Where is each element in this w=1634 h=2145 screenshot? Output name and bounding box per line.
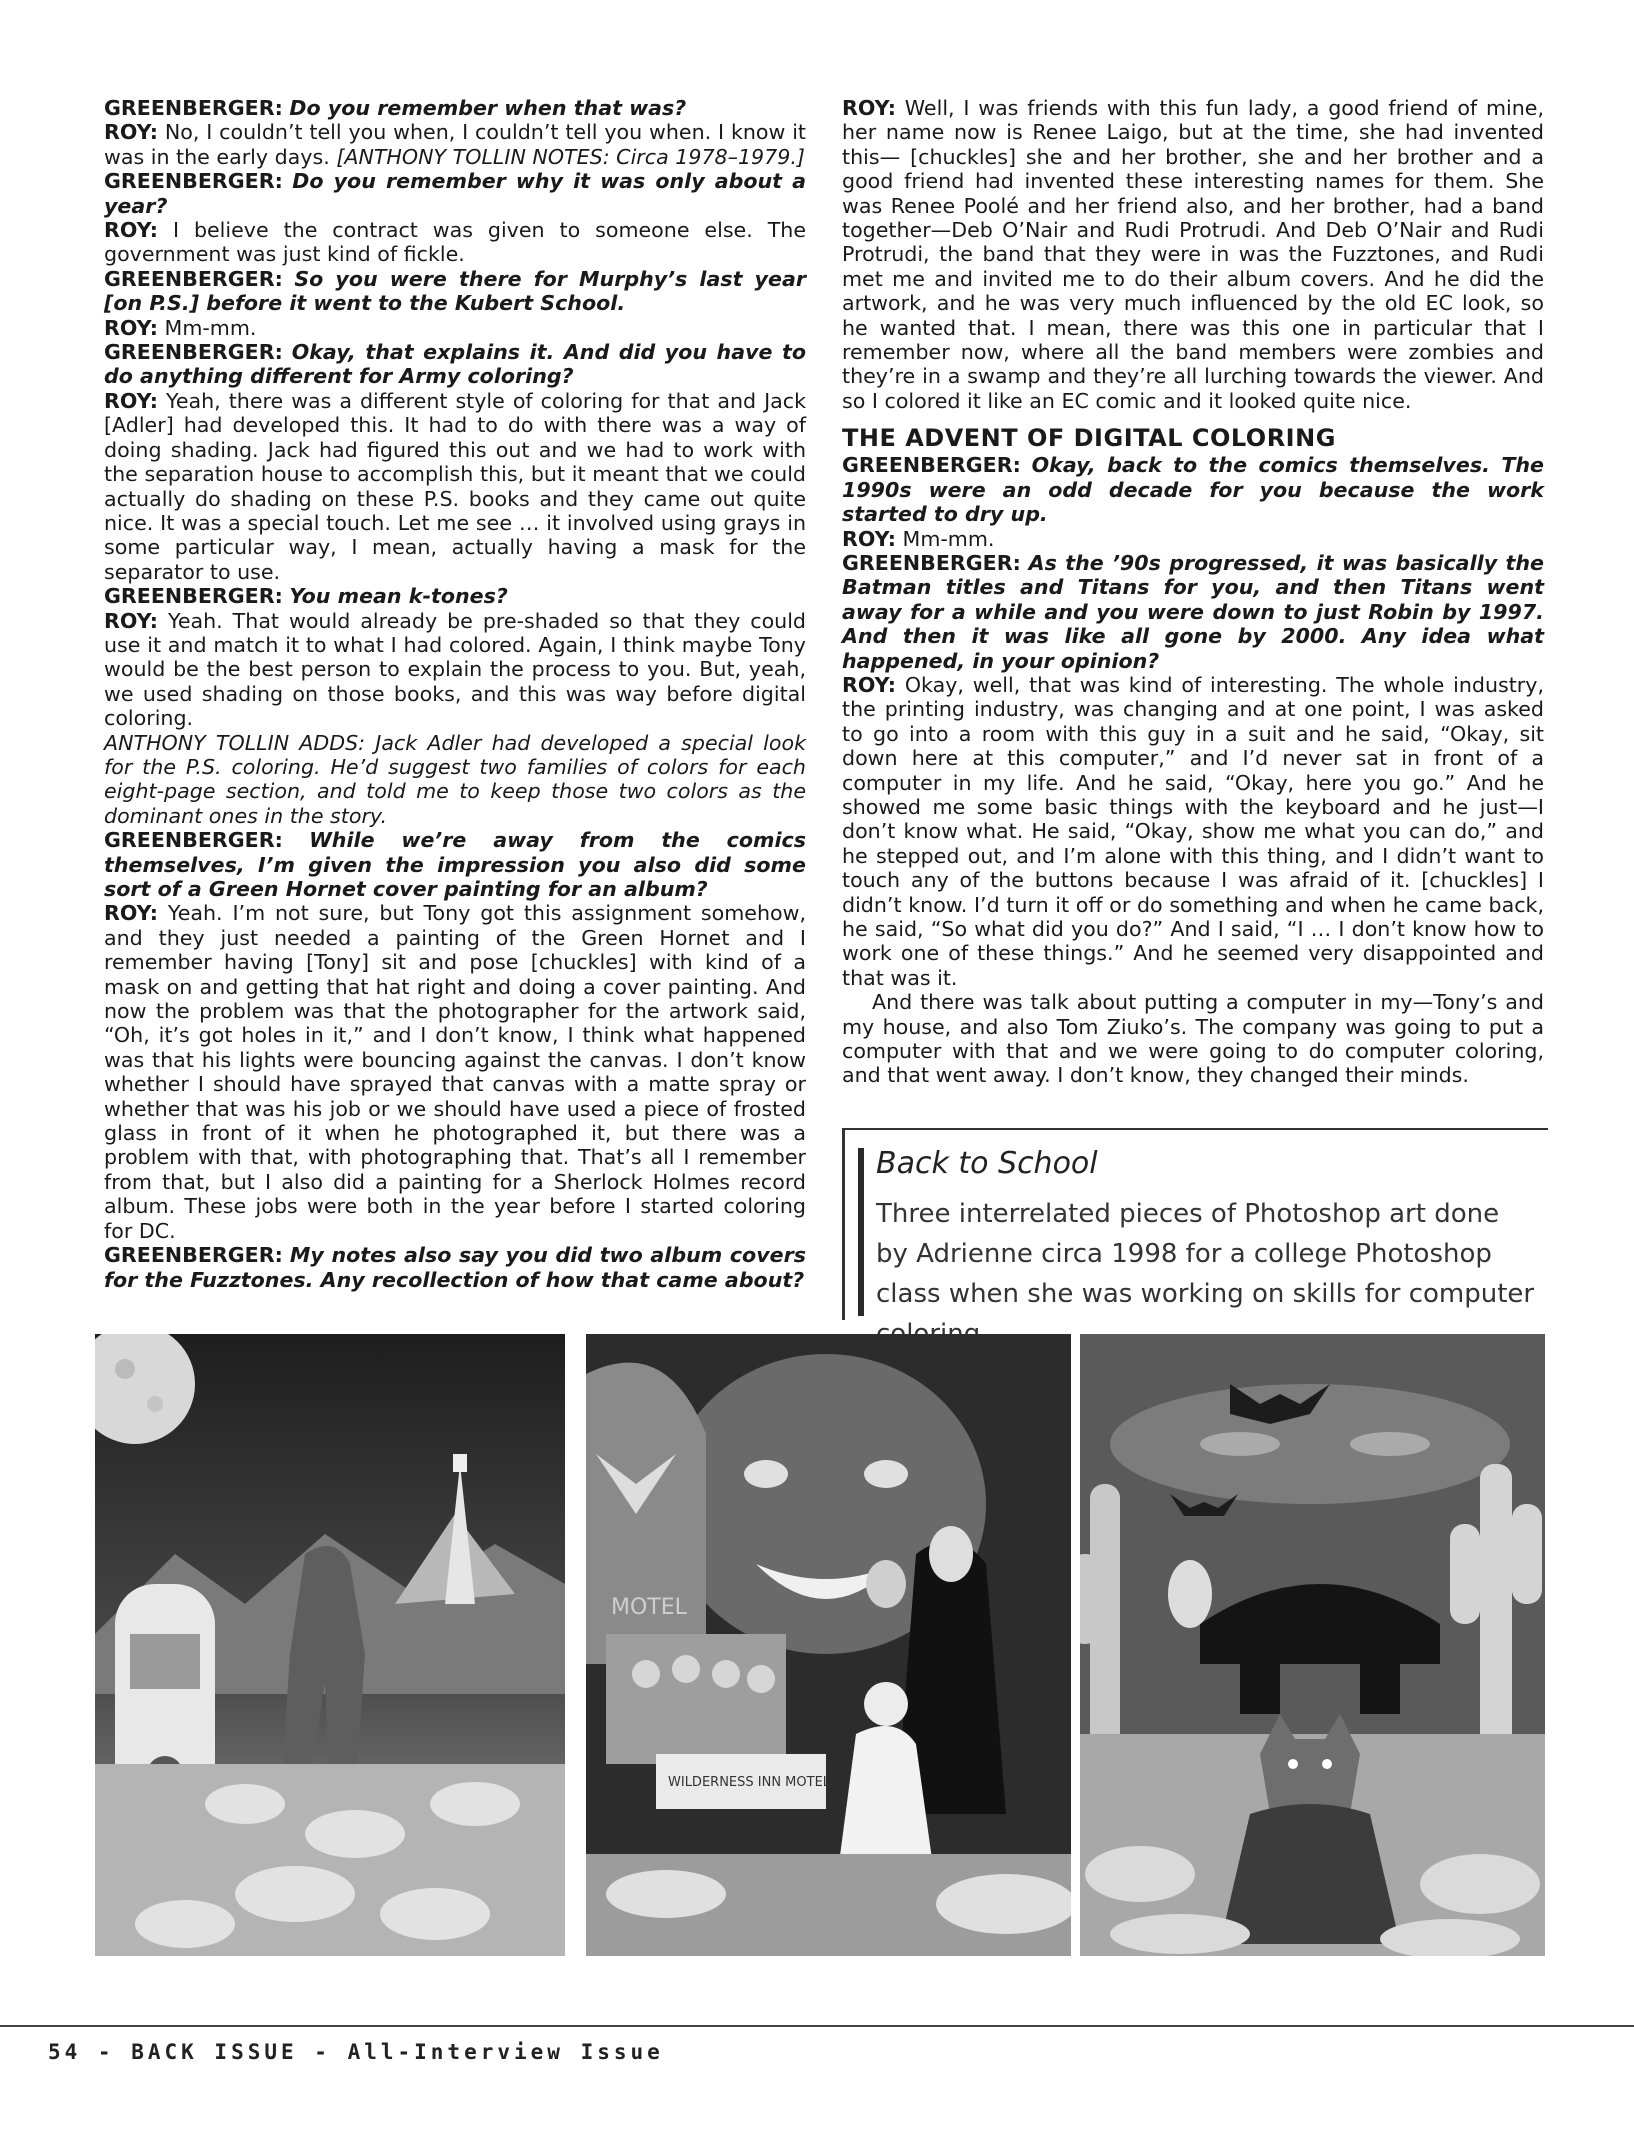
artwork-desert-rocket-image [95, 1334, 565, 1956]
interview-line: GREENBERGER: Okay, back to the comics themselves. The 1990s were an odd decade for you because the work started to dry up. [842, 453, 1545, 527]
artwork-motel-monster-image [586, 1334, 1071, 1956]
interview-line: GREENBERGER: As the ’90s progressed, it was basically the Batman titles and Titans for you, and then Titans went away for a while and you were down to just Robin by 1997. And then it was like all gone by 2000. Any idea what happened, in your opinion? [842, 550, 1545, 673]
sidebar-caption: Three interrelated pieces of Photoshop art done by Adrienne circa 1998 for a college Photoshop class when she was working on skills for computer [876, 1199, 1535, 1309]
interview-line: ROY: I believe the contract was given to someone else. The government was just kind of fickle. [104, 218, 807, 267]
artwork-motel-monster [586, 1334, 1071, 1956]
interview-line: ROY: Yeah. I’m not sure, but Tony got this assignment somehow, and they just needed a painting of the Green Hornet and I remember having [Tony] sit and pose [chuckles] with kind of a mask on and getting that hat right and doing a cover painting. And now the problem was that the photographer for the artwork said, “Oh, it’s got holes in it,” and I don’t know, I think what happened was that his lights were bouncing against the canvas. I don’t know whether I should have sprayed that canvas with a matte spray or whether that was his job or we should have used a piece of frosted glass in front of it when he photographed it, but there was a problem with that, with photographing that. That’s all I remember from that, but I also did a painting for a Sherlock Holmes record album. These jobs were both in the year before I started coloring for DC. [104, 901, 807, 1243]
interview-line: ROY: Okay, well, that was kind of interesting. The whole industry, the printing industry, was changing and at one point, I was asked to go into a room with this guy in a suit and he said, “Okay, sit down here at this computer,” and I’d never sat in front of a computer in my life. And he said, “Okay, here you go.” And he showed me some basic things with the keyboard and he just—I don’t know what. He said, “Okay, show me what you can do,” and he stepped out, and I’m alone with this thing, and I didn’t want to touch any of the buttons because I was afraid of it. [chuckles] I didn’t know. I’d turn it off or do something and when he came back, he said, “So what did you do?” And I said, “I … I don’t know how to work one of these things.” And he seemed very disappointed and that was it. [842, 672, 1544, 990]
artwork-cactus-wolf [1080, 1334, 1545, 1956]
interview-line: GREENBERGER: Do you remember why it was only about a year? [104, 169, 806, 218]
interview-line: GREENBERGER: So you were there for Murphy’s last year [on P.S.] before it went to the Kubert School. [104, 266, 806, 316]
interview-line: GREENBERGER: Okay, that explains it. And did you have to do anything different for Army coloring? [104, 340, 806, 389]
motel-sign-text: MOTEL [611, 1595, 687, 1620]
sidebar-box [842, 1128, 1548, 1320]
section-heading: THE ADVENT OF DIGITAL COLORING [842, 424, 1336, 453]
sidebar-accent-bar [858, 1148, 864, 1316]
interview-line: ROY: Yeah. That would already be pre-shaded so that they could use it and match it to what I had colored. Again, I think maybe Tony would be the best person to explain the process to you. But, yeah, we used shading on those books, and this was way before digital coloring. [104, 608, 807, 731]
page-footer: 54 - BACK ISSUE - All-Interview Issue [48, 2040, 664, 2064]
sidebar-rule [842, 1128, 845, 1320]
sidebar-rule [842, 1128, 1548, 1130]
right-column [842, 96, 1544, 1088]
interview-line: GREENBERGER: You mean k-tones? [104, 584, 508, 609]
interview-line: ROY: Well, I was friends with this fun lady, a good friend of mine, her name now is Renee Laigo, but at the time, she had invented this— [chuckles] she and her brother, she and her brother and a good friend had invented these interesting names for them. She was Renee Poolé and her friend also, and her brother, had a band together—Deb O’Nair and Rudi Protrudi. And Deb O’Nair and Rudi Protrudi, the band that they were in was the Fuzztones, and Rudi met me and invited me to do their album covers. And he did the artwork, and he was very much influenced by the old EC look, so he wanted that. I mean, there was this one in particular that I remember now, where all the band members were zombies and they’re in a swamp and they’re all lurching towards the viewer. And so I colored it like an EC comic and it looked quite nice. [842, 96, 1544, 413]
sidebar-title: Back to School [876, 1146, 1098, 1181]
interview-line: ANTHONY TOLLIN ADDS: Jack Adler had developed a special look for the P.S. coloring. He’d suggest two families of colors for each eight-page section, and told me to keep those two colors as the dominant ones in the story. [104, 730, 807, 828]
interview-line: GREENBERGER: Do you remember when that was? [104, 96, 687, 120]
interview-line: GREENBERGER: My notes also say you did two album covers for the Fuzztones. Any recollection of how that came about? [104, 1243, 807, 1292]
artwork-cactus-wolf-image [1080, 1334, 1545, 1956]
interview-paragraph: And there was talk about putting a computer in my—Tony’s and my house, and also Tom Ziuko’s. The company was going to put a computer with that and we were going to do computer coloring, and that went away. I don’t know, they changed their minds. [842, 990, 1544, 1088]
interview-line: ROY: Mm-mm. [842, 526, 995, 551]
interview-line: ROY: No, I couldn’t tell you when, I couldn’t tell you when. I know it was in the early days. [ANTHONY TOLLIN NOTES: Circa 1978–1979.] [104, 120, 806, 169]
wilderness-sign-text: WILDERNESS INN MOTEL [668, 1775, 831, 1790]
left-column [104, 96, 806, 1292]
interview-line: ROY: Mm-mm. [104, 315, 257, 340]
footer-rule [0, 2025, 1634, 2027]
interview-line: GREENBERGER: While we’re away from the comics themselves, I’m given the impression you also did some sort of a Green Hornet cover painting for an album? [104, 828, 807, 901]
artwork-desert-rocket [95, 1334, 565, 1956]
interview-line: ROY: Yeah, there was a different style of coloring for that and Jack [Adler] had developed this. It had to do with there was a way of doing shading. Jack had figured this out and we had to work with the separation house to accomplish this, but it meant that we could actually do shading on these P.S. books and they came out quite nice. It was a special touch. Let me see … it involved using grays in some particular way, I mean, actually having a mask for the separator to use. [104, 388, 807, 584]
